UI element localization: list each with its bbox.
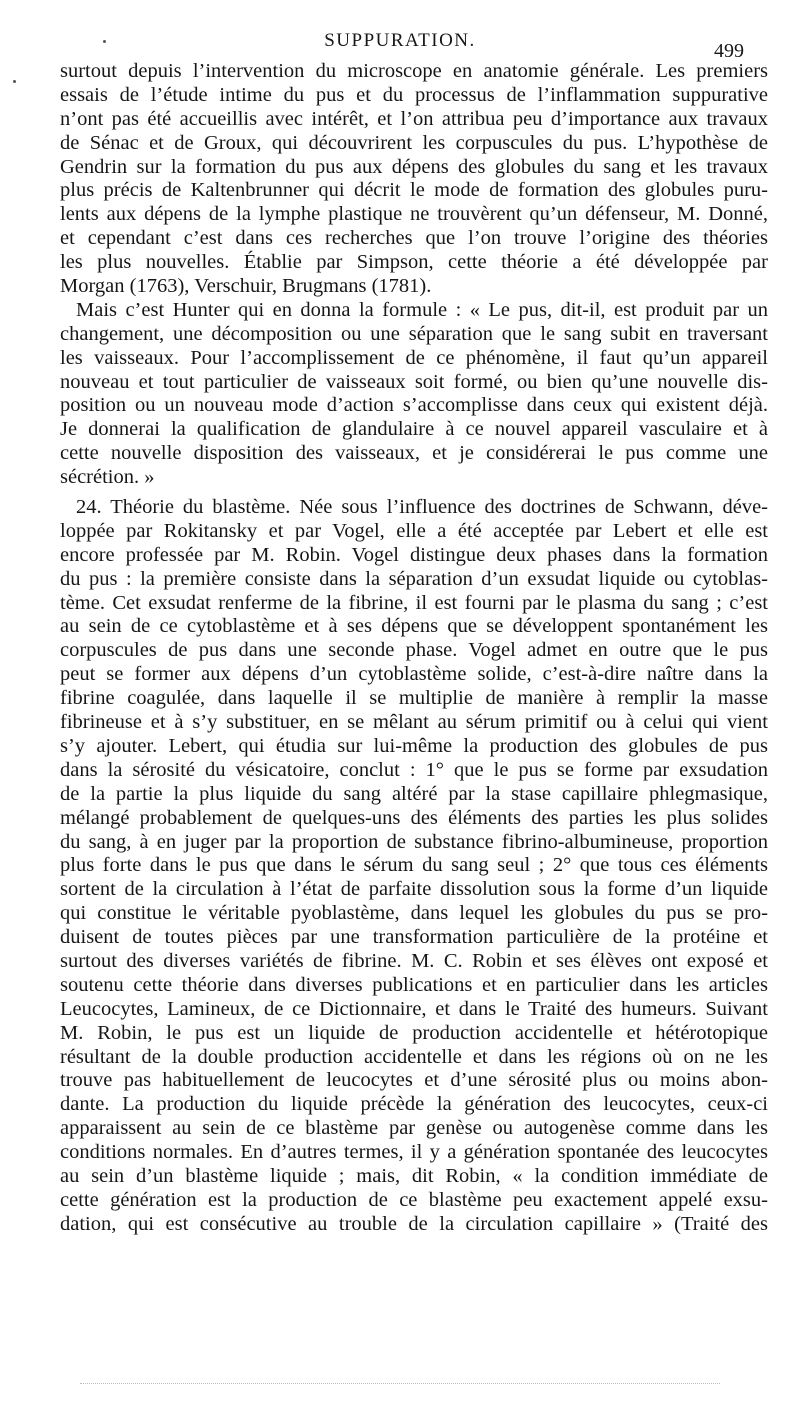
text-line: nouveau et tout particulier de vaisseaux soit formé, ou bien qu’une nouvelle dis- [60,370,768,393]
text-line: du pus : la première consiste dans la séparation d’un exsudat liquide ou cytoblas- [60,567,768,590]
text-line: surtout depuis l’intervention du microscope en anatomie générale. Les premiers [60,60,768,82]
text-line: dans la sérosité du vésicatoire, conclut : 1° que le pus se forme par exsudation [60,758,768,781]
text-line: Mais c’est Hunter qui en donna la formule : « Le pus, dit-il, est produit par un [76,298,768,321]
text-line: lents aux dépens de la lymphe plastique ne trouvèrent qu’un défenseur, M. Donné, [60,203,768,226]
text-line: qui constitue le véritable pyoblastème, dans lequel les globules du pus se pro- [60,902,768,925]
text-line: n’ont pas été accueillis avec intérêt, et l’on attribua peu d’importance aux travaux [60,107,768,130]
text-line: trouve pas habituellement de leucocytes et d’une sérosité plus ou moins abon- [60,1069,768,1092]
section-heading-line: 24. Théorie du blastème. Née sous l’influence des doctrines de Schwann, déve- [76,496,768,519]
text-line: les plus nouvelles. Établie par Simpson, cette théorie a été développée par [60,251,768,274]
page-number: 499 [714,40,744,62]
text-line: plus précis de Kaltenbrunner qui décrit le mode de formation des globules puru- [60,179,768,202]
text-line: tème. Cet exsudat renferme de la fibrine, il est fourni par le plasma du sang ; c’est [60,591,768,614]
text-line: dante. La production du liquide précède la génération des leucocytes, ceux-ci [60,1093,768,1116]
text-line: soutenu cette théorie dans diverses publications et en particulier dans les articles [60,973,768,996]
text-line: cette nouvelle disposition des vaisseaux, et je considérerai le pus comme une [60,442,768,465]
text-line: cette génération est la production de ce blastème peu exactement appelé exsu- [60,1188,768,1211]
text-line: fibrineuse et à s’y substituer, en se mêlant au sérum primitif ou à celui qui vient [60,711,768,734]
text-line: Gendrin sur la formation du pus aux dépens des globules du sang et les travaux [60,155,768,178]
text-line: sortent de la circulation à l’état de parfaite dissolution sous la forme d’un liquide [60,878,768,901]
footer-rule [80,1383,720,1386]
running-title: SUPPURATION. [324,30,476,51]
text-line: dation, qui est consécutive au trouble de la circulation capillaire » (Traité des [60,1212,768,1235]
text-line: au sein de ce cytoblastème et à ses dépens que se développent spontanément les [60,615,768,638]
text-line: mélangé probablement de quelques-uns des éléments des parties les plus solides [60,806,768,829]
text-line: résultant de la double production accidentelle et dans les régions où on ne les [60,1045,768,1068]
text-line: au sein d’un blastème liquide ; mais, dit Robin, « la condition immédiate de [60,1164,768,1187]
text-line: du sang, à en juger par la proportion de substance fibrino-albumineuse, proportion [60,830,768,853]
text-line: surtout des diverses variétés de fibrine. M. C. Robin et ses élèves ont exposé et [60,949,768,972]
text-line: les vaisseaux. Pour l’accomplissement de ce phénomène, il faut qu’un appareil [60,346,768,369]
text-line: conditions normales. En d’autres termes, il y a génération spontanée des leucocytes [60,1141,768,1164]
text-line: fibrine coagulée, dans laquelle il se multiplie de manière à remplir la masse [60,687,768,710]
print-speck [13,80,16,83]
text-line: duisent de toutes pièces par une transformation particulière de la protéine et [60,926,768,949]
text-line: de Sénac et de Groux, qui découvrirent les corpuscules du pus. L’hypothèse de [60,131,768,154]
text-line: sécrétion. » [60,466,155,489]
text-line: essais de l’étude intime du pus et du processus de l’inflammation suppurative [60,83,768,106]
text-line: plus forte dans le pus que dans le sérum du sang seul ; 2° que tous ces éléments [60,854,768,877]
text-line: encore professée par M. Robin. Vogel distingue deux phases dans la formation [60,543,768,566]
text-line: peut se former aux dépens d’un cytoblastème solide, c’est-à-dire naître dans la [60,663,768,686]
text-line: Je donnerai la qualification de glandulaire à ce nouvel appareil vasculaire et à [60,418,768,441]
body-text [60,60,768,1237]
text-line: de la partie la plus liquide du sang altéré par la stase capillaire phlegmasique, [60,782,768,805]
text-line: loppée par Rokitansky et par Vogel, elle a été acceptée par Lebert et elle est [60,519,768,542]
text-line: Morgan (1763), Verschuir, Brugmans (1781). [60,275,432,298]
running-header [60,30,744,62]
text-line: position ou un nouveau mode d’action s’accomplisse dans ceux qui existent déjà. [60,394,768,417]
text-line: changement, une décomposition ou une séparation que le sang subit en traversant [60,322,768,345]
text-line: apparaissent au sein de ce blastème par genèse ou autogenèse comme dans les [60,1117,768,1140]
text-line: corpuscules de pus dans une seconde phase. Vogel admet en outre que le pus [60,639,768,662]
text-line: M. Robin, le pus est un liquide de production accidentelle et hétérotopique [60,1021,768,1044]
text-line: et cependant c’est dans ces recherches que l’on trouve l’origine des théories [60,227,768,250]
text-line: s’y ajouter. Lebert, qui étudia sur lui-même la production des globules de pus [60,734,768,757]
text-line: Leucocytes, Lamineux, de ce Dictionnaire, et dans le Traité des humeurs. Suivant [60,997,768,1020]
